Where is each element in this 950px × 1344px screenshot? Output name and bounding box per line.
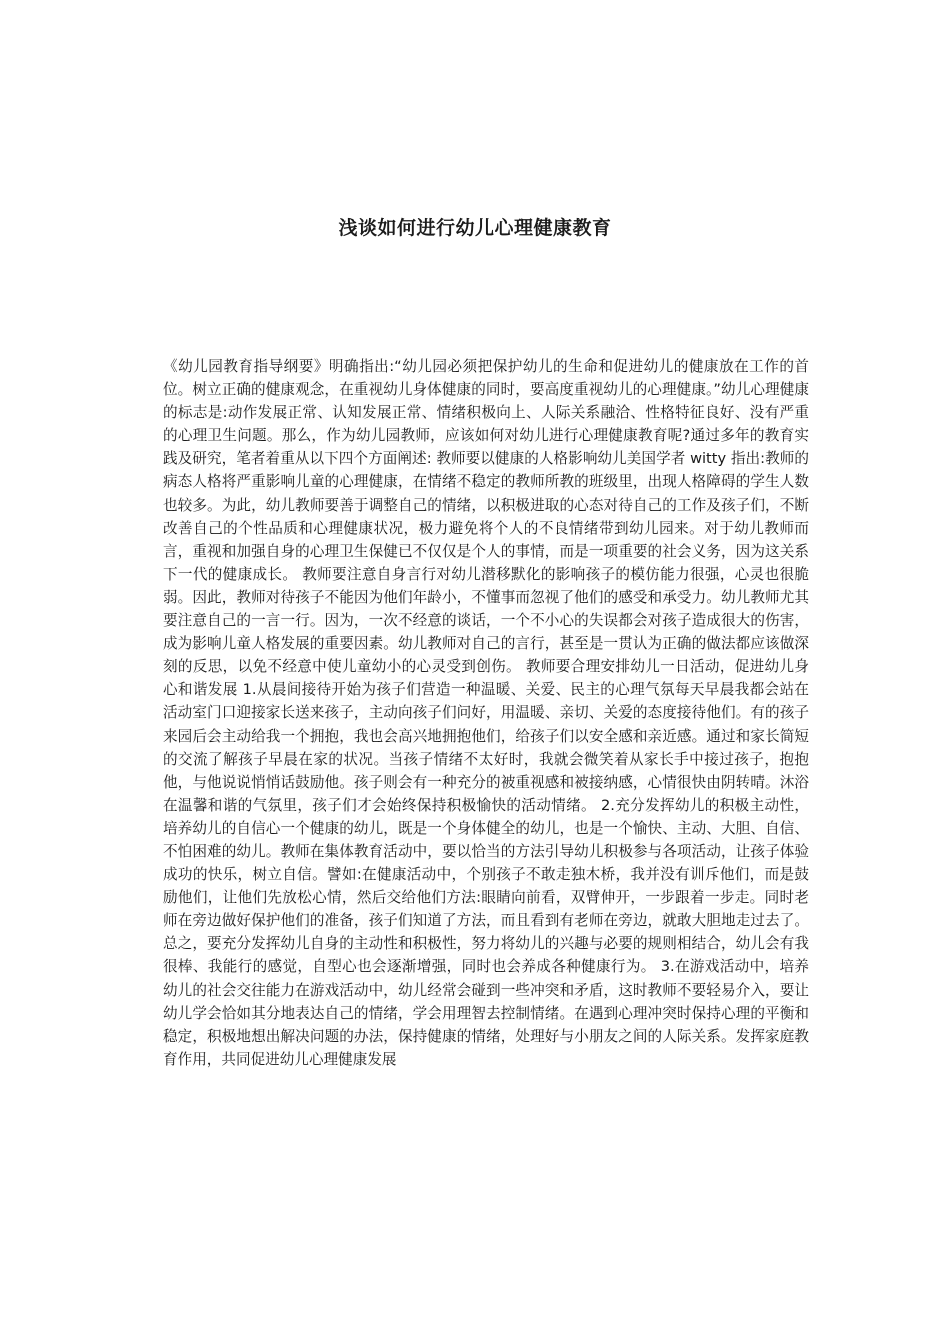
document-body-paragraph: 《幼儿园教育指导纲要》明确指出:“幼儿园必须把保护幼儿的生命和促进幼儿的健康放在工作的首位。树立正确的健康观念，在重视幼儿身体健康的同时，要高度重视幼儿的心理健康。”幼儿心理健康的标志是:动作发展正常、认知发展正常、情绪积极向上、人际关系融洽、性格特征良好、没有严重的心理卫生问题。那么，作为幼儿园教师，应该如何对幼儿进行心理健康教育呢?通过多年的教育实践及研究，笔者着重从以下四个方面阐述: 教师要以健康的人格影响幼儿美国学者 witty 指出:教师的病态人格将严重影响儿童的心理健康，在情绪不稳定的教师所教的班级里，出现人格障碍的学生人数也较多。为此，幼儿教师要善于调整自己的情绪，以积极进取的心态对待自己的工作及孩子们，不断改善自己的个性品质和心理健康状况，极力避免将个人的不良情绪带到幼儿园来。对于幼儿教师而言，重视和加强自身的心理卫生保健已不仅仅是个人的事情，而是一项重要的社会义务，因为这关系下一代的健康成长。 教师要注意自身言行对幼儿潜移默化的影响孩子的模仿能力很强，心灵也很脆弱。因此，教师对待孩子不能因为他们年龄小，不懂事而忽视了他们的感受和承受力。幼儿教师尤其要注意自己的一言一行。因为，一次不经意的谈话，一个不小心的失误都会对孩子造成很大的伤害，成为影响儿童人格发展的重要因素。幼儿教师对自己的言行，甚至是一贯认为正确的做法都应该做深刻的反思，以免不经意中使儿童幼小的心灵受到创伤。 教师要合理安排幼儿一日活动，促进幼儿身心和谐发展 1.从晨间接待开始为孩子们营造一种温暖、关爱、民主的心理气氛每天早晨我都会站在活动室门口迎接家长送来孩子，主动向孩子们问好，用温暖、亲切、关爱的态度接待他们。有的孩子来园后会主动给我一个拥抱，我也会高兴地拥抱他们，给孩子们以安全感和亲近感。通过和家长简短的交流了解孩子早晨在家的状况。当孩子情绪不太好时，我就会微笑着从家长手中接过孩子，抱抱他，与他说说悄悄话鼓励他。孩子则会有一种充分的被重视感和被接纳感，心情很快由阴转晴。沐浴在温馨和谐的气氛里，孩子们才会始终保持积极愉快的活动情绪。 2.充分发挥幼儿的积极主动性，培养幼儿的自信心一个健康的幼儿，既是一个身体健全的幼儿，也是一个愉快、主动、大胆、自信、不怕困难的幼儿。教师在集体教育活动中，要以恰当的方法引导幼儿积极参与各项活动，让孩子体验成功的快乐，树立自信。譬如:在健康活动中，个别孩子不敢走独木桥，我并没有训斥他们，而是鼓励他们，让他们先放松心情，然后交给他们方法:眼睛向前看，双臂伸开，一步跟着一步走。同时老师在旁边做好保护他们的准备，孩子们知道了方法，而且看到有老师在旁边，就敢大胆地走过去了。总之，要充分发挥幼儿自身的主动性和积极性，努力将幼儿的兴趣与必要的规则相结合，幼儿会有我很棒、我能行的感觉，自型心也会逐渐增强，同时也会养成各种健康行为。 3.在游戏活动中，培养幼儿的社会交往能力在游戏活动中，幼儿经常会碰到一些冲突和矛盾，这时教师不要轻易介入，要让幼儿学会恰如其分地表达自己的情绪，学会用理智去控制情绪。在遇到心理冲突时保持心理的平衡和稳定，积极地想出解决问题的办法，保持健康的情绪，处理好与小朋友之间的人际关系。发挥家庭教育作用，共同促进幼儿心理健康发展: [163, 358, 809, 1068]
document-title: 浅谈如何进行幼儿心理健康教育: [338, 217, 612, 239]
